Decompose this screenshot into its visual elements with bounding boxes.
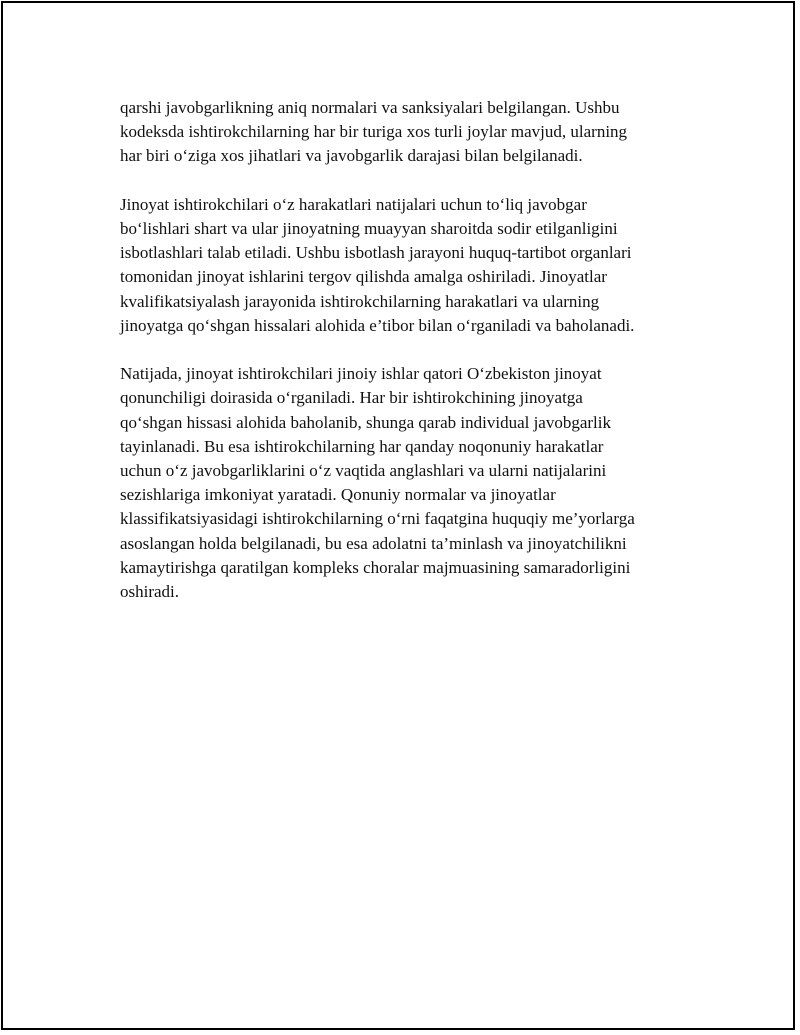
paragraph-1 xyxy=(120,96,680,169)
text-line: kamaytirishga qaratilgan kompleks choralar majmuasining samaradorligini xyxy=(120,557,631,577)
text-line: tomonidan jinoyat ishlarini tergov qilishda amalga oshiriladi. Jinoyatlar xyxy=(120,267,607,287)
text-line: bo‘lishlari shart va ular jinoyatning muayyan sharoitda sodir etilganligini xyxy=(120,219,618,238)
text-line: asoslangan holda belgilanadi, bu esa adolatni ta’minlash va jinoyatchilikni xyxy=(120,533,627,553)
text-line: qo‘shgan hissasi alohida baholanib, shunga qarab individual javobgarlik xyxy=(120,412,612,432)
text-line: kodeksda ishtirokchilarning har bir turiga xos turli joylar mavjud, ularning xyxy=(120,122,628,142)
text-line: isbotlashlari talab etiladi. Ushbu isbotlash jarayoni huquq-tartibot organlari xyxy=(120,243,632,263)
document-body xyxy=(120,96,680,628)
text-line: Natijada, jinoyat ishtirokchilari jinoiy ishlar qatori O‘zbekiston jinoyat xyxy=(120,364,602,384)
text-line: jinoyatga qo‘shgan hissalari alohida e’tibor bilan o‘rganiladi va baholanadi. xyxy=(120,315,635,335)
text-line: Jinoyat ishtirokchilari o‘z harakatlari natijalari uchun to‘liq javobgar xyxy=(120,194,587,214)
text-line: sezishlariga imkoniyat yaratadi. Qonuniy normalar va jinoyatlar xyxy=(120,485,556,505)
text-line: tayinlanadi. Bu esa ishtirokchilarning har qanday noqonuniy harakatlar xyxy=(120,436,604,456)
paragraph-3 xyxy=(120,362,680,604)
text-line: klassifikatsiyasidagi ishtirokchilarning o‘rni faqatgina huquqiy me’yorlarga xyxy=(120,509,635,529)
text-line: uchun o‘z javobgarliklarini o‘z vaqtida anglashlari va ularni natijalarini xyxy=(120,461,607,481)
document-page xyxy=(1,1,795,1030)
text-line: kvalifikatsiyalash jarayonida ishtirokchilarning harakatlari va ularning xyxy=(120,291,600,311)
text-line: qarshi javobgarlikning aniq normalari va sanksiyalari belgilangan. Ushbu xyxy=(120,98,620,117)
text-line: oshiradi. xyxy=(120,582,180,602)
paragraph-2 xyxy=(120,193,680,338)
text-line: har biri o‘ziga xos jihatlari va javobgarlik darajasi bilan belgilanadi. xyxy=(120,146,583,166)
text-line: qonunchiligi doirasida o‘rganiladi. Har bir ishtirokchining jinoyatga xyxy=(120,388,583,408)
